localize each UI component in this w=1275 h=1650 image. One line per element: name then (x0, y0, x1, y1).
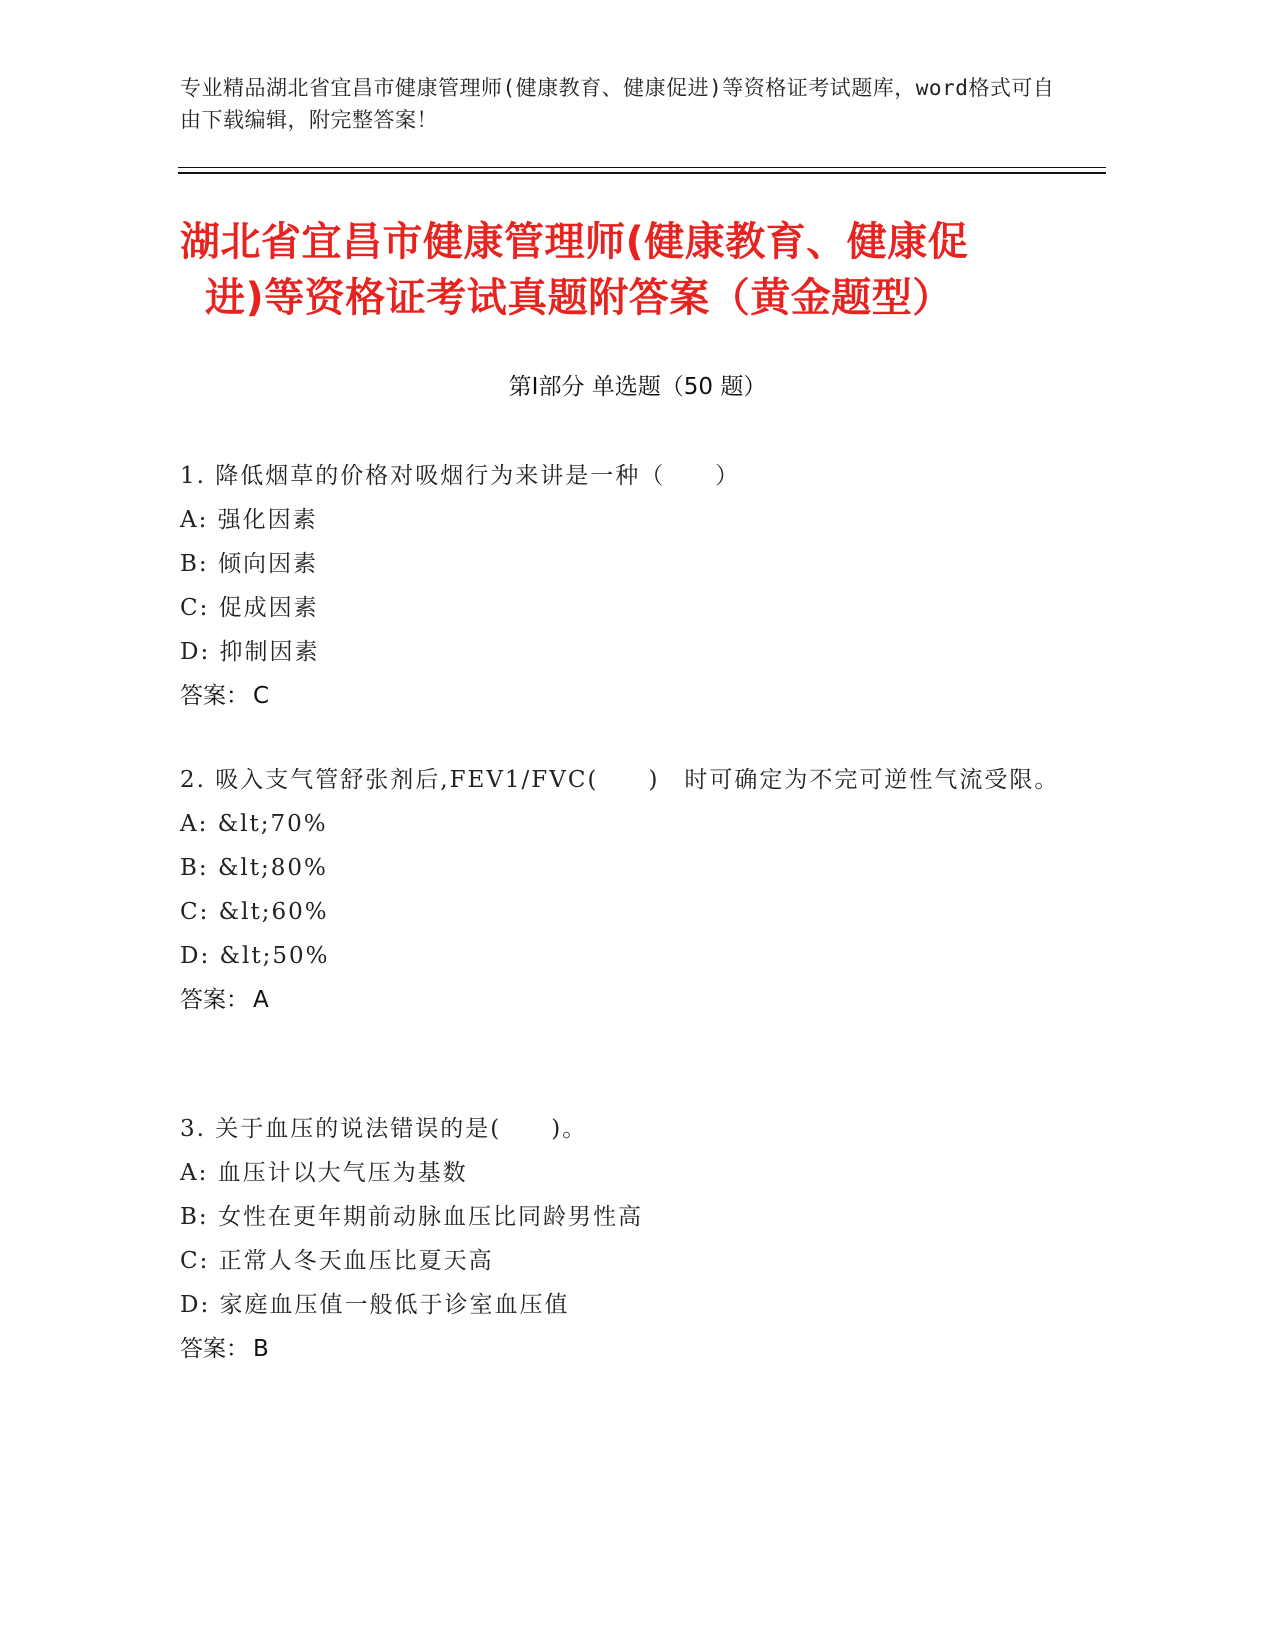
answer-value: C (253, 683, 270, 709)
option-c: C: &lt;60% (180, 899, 329, 925)
option-d: D: &lt;50% (180, 943, 330, 969)
question-stem: 2. 吸入支气管舒张剂后,FEV1/FVC( ) 时可确定为不完可逆性气流受限。 (180, 767, 1060, 793)
option-d: D: 家庭血压值一般低于诊室血压值 (180, 1292, 570, 1318)
question-1 (180, 454, 1060, 718)
option-b: B: &lt;80% (180, 855, 328, 881)
option-c: C: 促成因素 (180, 595, 319, 621)
answer-label: 答案： (180, 683, 249, 709)
question-stem: 1. 降低烟草的价格对吸烟行为来讲是一种（ ） (180, 463, 741, 489)
option-b: B: 倾向因素 (180, 551, 318, 577)
header-divider-thick (178, 172, 1106, 174)
answer-line (180, 1327, 1060, 1371)
option-c: C: 正常人冬天血压比夏天高 (180, 1248, 494, 1274)
option-d: D: 抑制因素 (180, 639, 320, 665)
answer-value: B (253, 1336, 269, 1362)
question-2 (180, 758, 1060, 1022)
option-b: B: 女性在更年期前动脉血压比同龄男性高 (180, 1204, 643, 1230)
document-title-line-1: 湖北省宜昌市健康管理师(健康教育、健康促 (180, 219, 969, 265)
section-title: 第Ⅰ部分 单选题（50 题） (508, 374, 767, 400)
option-a: A: 强化因素 (180, 507, 318, 533)
answer-label: 答案： (180, 1336, 249, 1362)
option-a: A: 血压计以大气压为基数 (180, 1160, 468, 1186)
header-divider-thin (178, 167, 1106, 168)
answer-line (180, 978, 1060, 1022)
answer-label: 答案： (180, 987, 249, 1013)
document-title (180, 214, 1080, 326)
question-3 (180, 1107, 1060, 1371)
document-title-line-2: 进)等资格证考试真题附答案（黄金题型） (205, 275, 953, 321)
answer-value: A (253, 987, 269, 1013)
option-a: A: &lt;70% (180, 811, 328, 837)
answer-line (180, 674, 1060, 718)
question-stem: 3. 关于血压的说法错误的是( )。 (180, 1116, 588, 1142)
header-note: 专业精品湖北省宜昌市健康管理师(健康教育、健康促进)等资格证考试题库，word格式可自由下载编辑，附完整答案！ (180, 76, 1055, 132)
